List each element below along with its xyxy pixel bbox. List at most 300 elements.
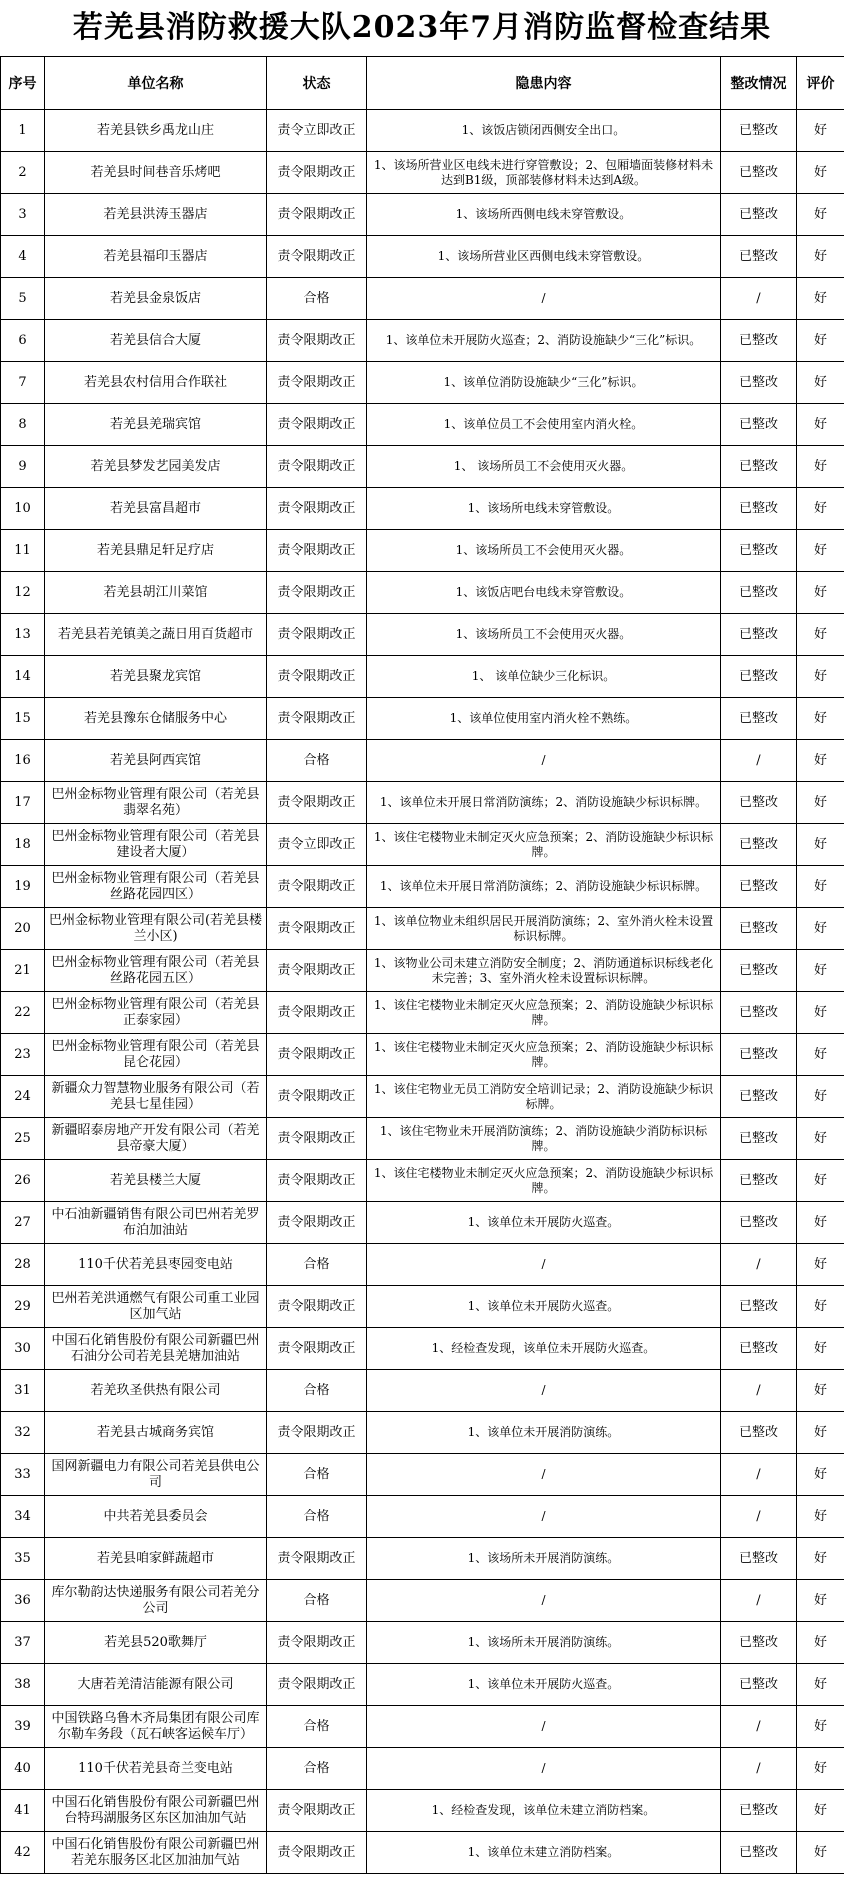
cell-status	[267, 1664, 367, 1706]
cell-rating	[797, 1286, 844, 1328]
cell-hazard	[367, 908, 721, 950]
cell-no	[1, 1580, 45, 1622]
cell-rectify-text: /	[756, 1256, 761, 1272]
cell-no	[1, 278, 45, 320]
cell-hazard	[367, 698, 721, 740]
cell-no	[1, 992, 45, 1034]
cell-status	[267, 1370, 367, 1412]
cell-rating	[797, 1160, 844, 1202]
cell-rating-text: 好	[813, 1088, 827, 1104]
cell-rectify-text: 已整改	[738, 584, 778, 600]
cell-hazard	[367, 1076, 721, 1118]
cell-unit-text: 中国石化销售股份有限公司新疆巴州台特玛湖服务区东区加油加气站	[51, 1794, 260, 1826]
cell-hazard-text: 1、该单位消防设施缺少“三化”标识。	[443, 375, 644, 389]
cell-unit-text: 库尔勒韵达快递服务有限公司若羌分公司	[51, 1584, 260, 1616]
cell-rating-text: 好	[813, 626, 827, 642]
cell-rating	[797, 1706, 844, 1748]
cell-rating-text: 好	[813, 1130, 827, 1146]
cell-rating-text: 好	[813, 122, 827, 138]
cell-no-text: 31	[14, 1382, 31, 1398]
cell-hazard-text: /	[541, 1383, 546, 1397]
cell-rating-text: 好	[813, 248, 827, 264]
cell-rectify	[721, 152, 797, 194]
cell-rectify	[721, 782, 797, 824]
cell-unit	[45, 110, 267, 152]
cell-hazard	[367, 824, 721, 866]
cell-status	[267, 1496, 367, 1538]
cell-unit-text: 若羌县金泉饭店	[109, 290, 201, 306]
table-row	[1, 1076, 844, 1118]
cell-unit-text: 若羌县豫东仓储服务中心	[83, 710, 227, 726]
cell-rating	[797, 1580, 844, 1622]
cell-status-text: 责令限期改正	[277, 1676, 356, 1692]
cell-rating	[797, 866, 844, 908]
cell-hazard-text: 1、该饭店吧台电线未穿管敷设。	[455, 585, 632, 599]
cell-no-text: 24	[14, 1088, 31, 1104]
cell-rectify	[721, 1160, 797, 1202]
cell-hazard	[367, 740, 721, 782]
cell-hazard-text: 1、该单位员工不会使用室内消火栓。	[443, 417, 644, 431]
cell-hazard	[367, 1034, 721, 1076]
cell-status	[267, 1286, 367, 1328]
cell-unit	[45, 446, 267, 488]
cell-rectify	[721, 1496, 797, 1538]
cell-rating-text: 好	[813, 500, 827, 516]
cell-rectify-text: 已整改	[738, 542, 778, 558]
cell-unit	[45, 1538, 267, 1580]
cell-hazard-text: /	[541, 1761, 546, 1775]
cell-status-text: 责令限期改正	[277, 1340, 356, 1356]
cell-no	[1, 362, 45, 404]
cell-unit-text: 巴州金标物业管理有限公司（若羌县丝路花园四区）	[51, 870, 260, 902]
cell-rectify	[721, 1790, 797, 1832]
cell-no-text: 22	[14, 1004, 31, 1020]
cell-rating-text: 好	[813, 1802, 827, 1818]
cell-no	[1, 446, 45, 488]
table-row	[1, 1706, 844, 1748]
cell-rectify-text: 已整改	[738, 794, 778, 810]
cell-no-text: 6	[18, 332, 27, 348]
cell-hazard	[367, 320, 721, 362]
cell-rectify	[721, 1118, 797, 1160]
cell-unit-text: 巴州金标物业管理有限公司（若羌县翡翠名苑）	[51, 786, 260, 818]
cell-rectify-text: 已整改	[738, 1046, 778, 1062]
cell-status-text: 责令立即改正	[277, 122, 356, 138]
cell-no	[1, 572, 45, 614]
cell-unit	[45, 866, 267, 908]
cell-rectify	[721, 1664, 797, 1706]
cell-status-text: 责令限期改正	[277, 458, 356, 474]
cell-hazard	[367, 1622, 721, 1664]
cell-status	[267, 362, 367, 404]
cell-no-text: 37	[14, 1634, 31, 1650]
cell-unit-text: 若羌县咱家鲜蔬超市	[96, 1550, 214, 1566]
cell-hazard-text: 1、该场所营业区西侧电线未穿管敷设。	[437, 249, 650, 263]
cell-unit	[45, 1832, 267, 1874]
cell-hazard	[367, 950, 721, 992]
table-row	[1, 488, 844, 530]
cell-no-text: 20	[14, 920, 31, 936]
cell-unit-text: 巴州金标物业管理有限公司（若羌县丝路花园五区）	[51, 954, 260, 986]
cell-status	[267, 1202, 367, 1244]
cell-rectify-text: 已整改	[738, 1802, 778, 1818]
cell-rectify	[721, 1706, 797, 1748]
cell-rating	[797, 992, 844, 1034]
cell-unit	[45, 1664, 267, 1706]
cell-no	[1, 1664, 45, 1706]
cell-unit	[45, 1622, 267, 1664]
cell-unit	[45, 950, 267, 992]
cell-rectify	[721, 1412, 797, 1454]
cell-rating-text: 好	[813, 1172, 827, 1188]
cell-unit	[45, 908, 267, 950]
cell-no-text: 1	[18, 122, 27, 138]
cell-unit-text: 若羌玖圣供热有限公司	[90, 1382, 221, 1398]
cell-status	[267, 782, 367, 824]
table-row	[1, 782, 844, 824]
cell-rating-text: 好	[813, 1004, 827, 1020]
cell-rating	[797, 1496, 844, 1538]
cell-status	[267, 152, 367, 194]
cell-rating-text: 好	[813, 668, 827, 684]
cell-status-text: 责令限期改正	[277, 1634, 356, 1650]
cell-hazard	[367, 1370, 721, 1412]
cell-unit-text: 110千伏若羌县枣园变电站	[78, 1256, 233, 1272]
cell-no	[1, 1244, 45, 1286]
cell-status	[267, 1160, 367, 1202]
cell-unit	[45, 1370, 267, 1412]
cell-status	[267, 1538, 367, 1580]
cell-hazard	[367, 194, 721, 236]
cell-no-text: 8	[18, 416, 27, 432]
cell-unit-text: 若羌县520歌舞厅	[104, 1634, 207, 1650]
cell-status-text: 责令限期改正	[277, 920, 356, 936]
cell-rectify	[721, 1328, 797, 1370]
cell-hazard	[367, 1160, 721, 1202]
cell-rectify	[721, 866, 797, 908]
cell-unit-text: 若羌县信合大厦	[109, 332, 201, 348]
cell-hazard	[367, 362, 721, 404]
cell-rectify	[721, 656, 797, 698]
cell-no	[1, 1412, 45, 1454]
cell-rectify	[721, 1622, 797, 1664]
cell-status	[267, 530, 367, 572]
cell-hazard	[367, 1202, 721, 1244]
cell-unit	[45, 824, 267, 866]
cell-rectify	[721, 992, 797, 1034]
table-row	[1, 362, 844, 404]
cell-hazard-text: 1、该单位物业未组织居民开展消防演练；2、室外消火栓未设置标识标牌。	[373, 913, 714, 943]
cell-rectify-text: 已整改	[738, 458, 778, 474]
cell-hazard	[367, 446, 721, 488]
cell-unit-text: 中国石化销售股份有限公司新疆巴州若羌东服务区北区加油加气站	[51, 1836, 260, 1868]
cell-unit	[45, 1412, 267, 1454]
cell-unit-text: 若羌县鼎足轩足疗店	[96, 542, 214, 558]
cell-no-text: 2	[18, 164, 27, 180]
cell-status-text: 合格	[303, 1592, 330, 1608]
cell-status	[267, 698, 367, 740]
cell-hazard-text: 1、该场所营业区电线未进行穿管敷设；2、包厢墙面装修材料未达到B1级，顶部装修材料未达到A级。	[373, 157, 714, 187]
cell-status	[267, 1034, 367, 1076]
table-row	[1, 572, 844, 614]
cell-unit	[45, 992, 267, 1034]
table-row	[1, 446, 844, 488]
cell-hazard	[367, 1286, 721, 1328]
cell-unit-text: 若羌县楼兰大厦	[109, 1172, 201, 1188]
cell-hazard	[367, 1706, 721, 1748]
cell-status	[267, 572, 367, 614]
cell-status-text: 责令限期改正	[277, 332, 356, 348]
cell-unit-text: 国网新疆电力有限公司若羌县供电公司	[51, 1458, 260, 1490]
cell-rectify-text: 已整改	[738, 1550, 778, 1566]
cell-rectify	[721, 404, 797, 446]
cell-rectify	[721, 698, 797, 740]
cell-hazard	[367, 1328, 721, 1370]
cell-no-text: 11	[14, 542, 31, 558]
cell-no-text: 21	[14, 962, 31, 978]
document-title: 若羌县消防救援大队2023年7月消防监督检查结果	[72, 10, 772, 45]
cell-hazard	[367, 1748, 721, 1790]
cell-rectify	[721, 1748, 797, 1790]
cell-unit-text: 新疆昭泰房地产开发有限公司（若羌县帝豪大厦）	[51, 1122, 260, 1154]
cell-unit-text: 新疆众力智慧物业服务有限公司（若羌县七星佳园）	[51, 1080, 260, 1112]
cell-no-text: 35	[14, 1550, 31, 1566]
cell-hazard-text: 1、该单位使用室内消火栓不熟练。	[449, 711, 638, 725]
cell-status-text: 责令限期改正	[277, 416, 356, 432]
cell-rectify-text: 已整改	[738, 1676, 778, 1692]
cell-unit	[45, 488, 267, 530]
cell-rectify	[721, 446, 797, 488]
cell-hazard-text: 1、 该场所员工不会使用灭火器。	[453, 459, 634, 473]
cell-rectify	[721, 1370, 797, 1412]
cell-hazard-text: /	[541, 1593, 546, 1607]
cell-rating	[797, 782, 844, 824]
header-unit: 单位名称	[45, 57, 267, 110]
cell-no	[1, 908, 45, 950]
cell-status-text: 责令限期改正	[277, 962, 356, 978]
cell-rating	[797, 698, 844, 740]
table-row	[1, 1160, 844, 1202]
cell-rating	[797, 1622, 844, 1664]
cell-hazard	[367, 782, 721, 824]
cell-rectify-text: 已整改	[738, 1424, 778, 1440]
cell-rectify	[721, 1286, 797, 1328]
cell-no-text: 42	[14, 1844, 31, 1860]
cell-unit	[45, 1328, 267, 1370]
cell-unit-text: 若羌县聚龙宾馆	[109, 668, 201, 684]
cell-status-text: 责令限期改正	[277, 710, 356, 726]
cell-status-text: 责令限期改正	[277, 668, 356, 684]
cell-hazard-text: 1、该单位未开展日常消防演练；2、消防设施缺少标识标牌。	[379, 795, 708, 809]
cell-hazard	[367, 1832, 721, 1874]
cell-status-text: 合格	[303, 1382, 330, 1398]
cell-unit	[45, 1160, 267, 1202]
cell-rectify-text: 已整改	[738, 1214, 778, 1230]
cell-no	[1, 1202, 45, 1244]
cell-status-text: 责令限期改正	[277, 584, 356, 600]
cell-rectify-text: 已整改	[738, 878, 778, 894]
cell-no	[1, 110, 45, 152]
cell-rectify-text: /	[756, 1718, 761, 1734]
table-row	[1, 1790, 844, 1832]
cell-rating	[797, 1328, 844, 1370]
cell-rectify	[721, 1076, 797, 1118]
cell-rectify-text: 已整改	[738, 416, 778, 432]
cell-no	[1, 1622, 45, 1664]
table-row	[1, 194, 844, 236]
cell-no	[1, 1496, 45, 1538]
cell-rating	[797, 1370, 844, 1412]
cell-rectify	[721, 488, 797, 530]
cell-rating-text: 好	[813, 1676, 827, 1692]
cell-rating	[797, 1832, 844, 1874]
table-row	[1, 278, 844, 320]
table-row	[1, 1286, 844, 1328]
cell-unit	[45, 236, 267, 278]
table-row	[1, 1454, 844, 1496]
cell-hazard-text: 1、该物业公司未建立消防安全制度；2、消防通道标识标线老化未完善；3、室外消火栓未设置标识标牌。	[373, 955, 714, 985]
cell-rating-text: 好	[813, 710, 827, 726]
cell-unit	[45, 1496, 267, 1538]
cell-no	[1, 656, 45, 698]
cell-rectify	[721, 1202, 797, 1244]
cell-status-text: 责令限期改正	[277, 1844, 356, 1860]
cell-rating-text: 好	[813, 1508, 827, 1524]
table-row	[1, 824, 844, 866]
cell-hazard-text: 1、该单位未开展防火巡查。	[467, 1215, 620, 1229]
cell-unit-text: 若羌县若羌镇美之蔬日用百货超市	[57, 626, 253, 642]
cell-hazard-text: /	[541, 1509, 546, 1523]
cell-rectify-text: 已整改	[738, 626, 778, 642]
cell-unit	[45, 530, 267, 572]
cell-rating	[797, 1034, 844, 1076]
table-row	[1, 656, 844, 698]
cell-hazard	[367, 866, 721, 908]
cell-status-text: 责令限期改正	[277, 206, 356, 222]
cell-unit	[45, 572, 267, 614]
header-status: 状态	[267, 57, 367, 110]
cell-hazard-text: 1、该单位未建立消防档案。	[467, 1845, 620, 1859]
cell-hazard-text: 1、该住宅物业未开展消防演练；2、消防设施缺少消防标识标牌。	[379, 1123, 708, 1153]
table-row	[1, 740, 844, 782]
cell-unit	[45, 782, 267, 824]
cell-rating-text: 好	[813, 374, 827, 390]
cell-rectify-text: 已整改	[738, 710, 778, 726]
cell-status-text: 责令限期改正	[277, 1424, 356, 1440]
cell-status	[267, 614, 367, 656]
cell-hazard-text: 1、该单位未开展防火巡查；2、消防设施缺少“三化”标识。	[385, 333, 702, 347]
cell-rating-text: 好	[813, 1424, 827, 1440]
cell-rating-text: 好	[813, 1046, 827, 1062]
cell-no	[1, 1832, 45, 1874]
cell-rectify	[721, 110, 797, 152]
cell-hazard	[367, 110, 721, 152]
cell-rating-text: 好	[813, 1550, 827, 1566]
cell-rectify	[721, 278, 797, 320]
cell-unit	[45, 362, 267, 404]
cell-rating	[797, 404, 844, 446]
cell-rating	[797, 530, 844, 572]
cell-rating-text: 好	[813, 416, 827, 432]
cell-hazard-text: 1、该单位未开展防火巡查。	[467, 1299, 620, 1313]
cell-hazard	[367, 1538, 721, 1580]
cell-status-text: 责令限期改正	[277, 1172, 356, 1188]
cell-hazard	[367, 1790, 721, 1832]
table-row	[1, 1496, 844, 1538]
cell-no-text: 9	[18, 458, 27, 474]
cell-no	[1, 530, 45, 572]
cell-no-text: 28	[14, 1256, 31, 1272]
cell-no	[1, 698, 45, 740]
cell-unit	[45, 404, 267, 446]
cell-unit-text: 巴州金标物业管理有限公司(若羌县楼兰小区)	[48, 912, 263, 944]
cell-rating	[797, 1748, 844, 1790]
cell-rating-text: 好	[813, 1214, 827, 1230]
cell-hazard-text: 1、该单位未开展消防演练。	[467, 1425, 620, 1439]
cell-unit	[45, 1454, 267, 1496]
cell-no-text: 40	[14, 1760, 31, 1776]
cell-no	[1, 740, 45, 782]
cell-status	[267, 992, 367, 1034]
cell-rectify	[721, 362, 797, 404]
cell-no	[1, 1790, 45, 1832]
cell-hazard	[367, 572, 721, 614]
header-rating: 评价	[797, 57, 844, 110]
cell-rating	[797, 446, 844, 488]
cell-no	[1, 152, 45, 194]
cell-hazard-text: /	[541, 1257, 546, 1271]
cell-rectify	[721, 236, 797, 278]
cell-rating	[797, 1790, 844, 1832]
header-no: 序号	[1, 57, 45, 110]
cell-no-text: 13	[14, 626, 31, 642]
cell-rectify	[721, 824, 797, 866]
cell-unit	[45, 152, 267, 194]
cell-status	[267, 110, 367, 152]
cell-rating-text: 好	[813, 1298, 827, 1314]
cell-unit	[45, 320, 267, 362]
cell-no	[1, 1706, 45, 1748]
cell-no-text: 36	[14, 1592, 31, 1608]
cell-hazard	[367, 1244, 721, 1286]
inspection-table	[0, 56, 844, 1874]
cell-rectify	[721, 614, 797, 656]
cell-hazard-text: 1、该场所员工不会使用灭火器。	[455, 543, 632, 557]
table-row	[1, 530, 844, 572]
cell-rectify-text: 已整改	[738, 374, 778, 390]
table-row	[1, 236, 844, 278]
cell-rating-text: 好	[813, 794, 827, 810]
cell-status-text: 责令限期改正	[277, 878, 356, 894]
cell-hazard-text: 1、该场所未开展消防演练。	[467, 1551, 620, 1565]
cell-hazard-text: 1、该住宅物业无员工消防安全培训记录；2、消防设施缺少标识标牌。	[373, 1081, 714, 1111]
cell-status	[267, 1328, 367, 1370]
cell-rating	[797, 1244, 844, 1286]
cell-unit-text: 若羌县古城商务宾馆	[96, 1424, 214, 1440]
cell-no-text: 12	[14, 584, 31, 600]
cell-rating	[797, 614, 844, 656]
cell-status	[267, 1706, 367, 1748]
cell-rating	[797, 1202, 844, 1244]
cell-rectify	[721, 740, 797, 782]
cell-hazard	[367, 530, 721, 572]
cell-hazard-text: 1、该住宅楼物业未制定灭火应急预案；2、消防设施缺少标识标牌。	[373, 1039, 714, 1069]
cell-no	[1, 320, 45, 362]
table-row	[1, 698, 844, 740]
cell-status	[267, 1832, 367, 1874]
cell-rating-text: 好	[813, 1844, 827, 1860]
cell-rating-text: 好	[813, 290, 827, 306]
